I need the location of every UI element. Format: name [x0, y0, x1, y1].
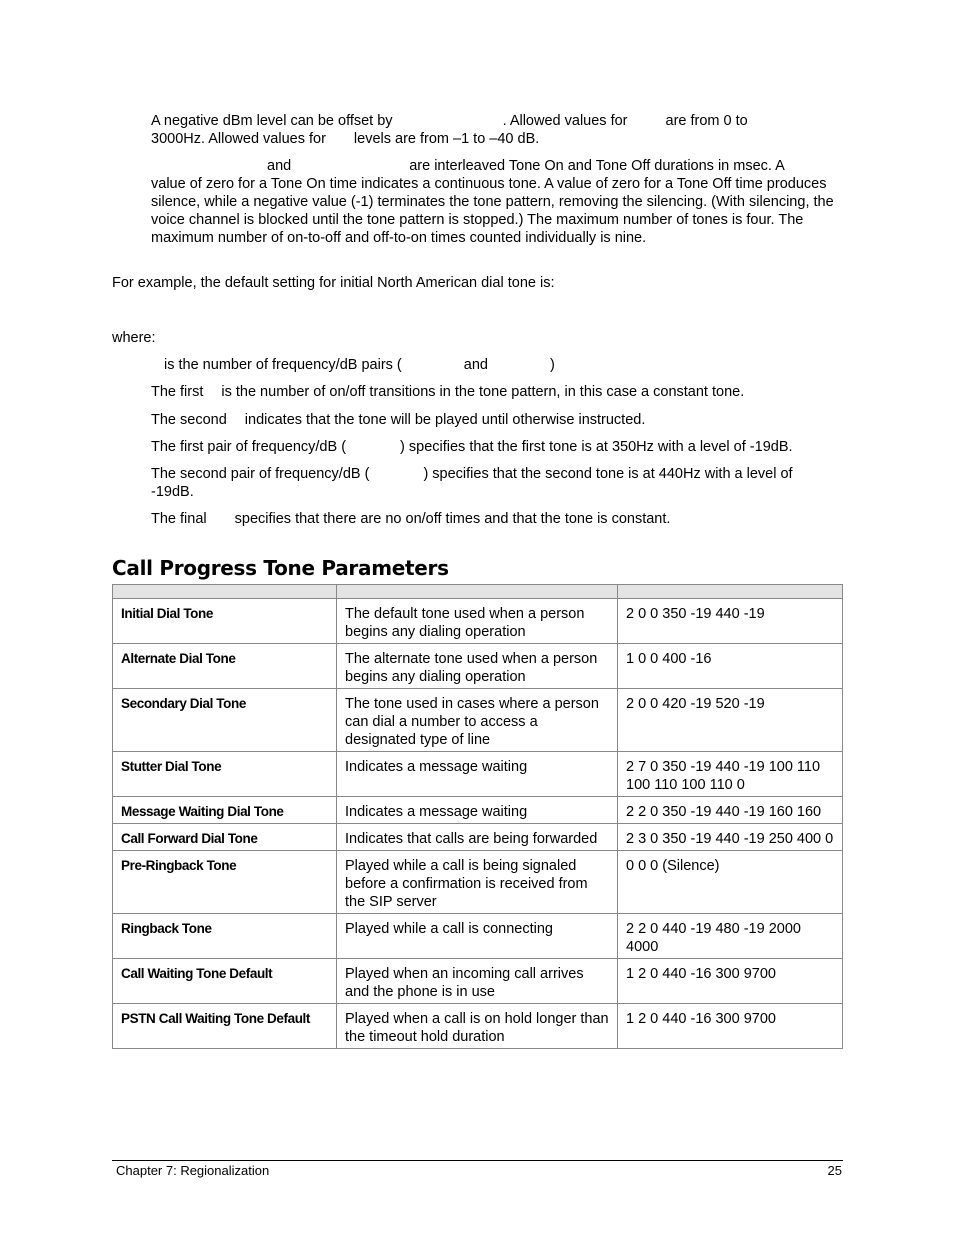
table-row — [113, 599, 843, 644]
tone-description-cell: Played while a call is connecting — [337, 914, 618, 959]
where-item-second — [151, 411, 851, 429]
table-row — [113, 959, 843, 1004]
text: A negative dBm level can be offset by — [151, 113, 393, 129]
text: -19dB. — [151, 484, 194, 500]
tone-value-cell: 2 0 0 420 -19 520 -19 — [618, 689, 843, 752]
example-sentence: For example, the default setting for initial North American dial tone is: — [112, 275, 555, 291]
table-row — [113, 689, 843, 752]
text: 3000Hz. Allowed values for — [151, 131, 326, 147]
tone-name-cell: Message Waiting Dial Tone — [113, 797, 337, 824]
header-cell — [618, 585, 843, 599]
call-progress-tone-table — [112, 584, 843, 1049]
text: The second pair of frequency/dB ( — [151, 466, 370, 482]
text: ) — [549, 357, 555, 373]
footer-chapter: Chapter 7: Regionalization — [116, 1163, 270, 1178]
where-item-pairs — [164, 356, 555, 374]
text: The final — [151, 511, 207, 527]
table-row — [113, 851, 843, 914]
tone-name-cell: Initial Dial Tone — [113, 599, 337, 644]
where-label: where: — [112, 330, 156, 346]
text: and — [267, 158, 292, 174]
tone-value-cell: 1 2 0 440 -16 300 9700 — [618, 1004, 843, 1049]
where-item-final — [151, 510, 851, 528]
table-row — [113, 1004, 843, 1049]
table-row — [113, 644, 843, 689]
table-row — [113, 752, 843, 797]
where-item-first — [151, 383, 851, 401]
table-row — [113, 824, 843, 851]
where-item-second-pair — [151, 465, 843, 501]
tone-value-cell: 1 2 0 440 -16 300 9700 — [618, 959, 843, 1004]
tone-description-cell: Played when a call is on hold longer than the timeout hold duration — [337, 1004, 618, 1049]
table-row — [113, 914, 843, 959]
tone-name-cell: Ringback Tone — [113, 914, 337, 959]
text: are interleaved Tone On and Tone Off durations in msec. A — [409, 158, 785, 174]
where-item-first-pair — [151, 438, 851, 456]
text: indicates that the tone will be played until otherwise instructed. — [244, 412, 646, 428]
text: The first — [151, 384, 204, 400]
text: The second — [151, 412, 227, 428]
tone-name-cell: Call Forward Dial Tone — [113, 824, 337, 851]
text: is the number of frequency/dB pairs ( — [164, 357, 402, 373]
tone-description-cell: Indicates that calls are being forwarded — [337, 824, 618, 851]
tone-value-cell: 1 0 0 400 -16 — [618, 644, 843, 689]
tone-description-cell: The tone used in cases where a person can dial a number to access a designated type of line — [337, 689, 618, 752]
text: are from 0 to — [665, 113, 748, 129]
text: The first pair of frequency/dB ( — [151, 439, 347, 455]
table-header-row — [113, 585, 843, 599]
tone-value-cell: 2 3 0 350 -19 440 -19 250 400 0 — [618, 824, 843, 851]
footer-page-number: 25 — [827, 1163, 842, 1178]
tone-name-cell: Alternate Dial Tone — [113, 644, 337, 689]
tone-value-cell: 2 2 0 350 -19 440 -19 160 160 — [618, 797, 843, 824]
tone-description-cell: Played when an incoming call arrives and the phone is in use — [337, 959, 618, 1004]
text: ) specifies that the first tone is at 350Hz with a level of -19dB. — [400, 439, 793, 455]
header-cell — [337, 585, 618, 599]
tone-value-cell: 2 2 0 440 -19 480 -19 2000 4000 — [618, 914, 843, 959]
tone-name-cell: Call Waiting Tone Default — [113, 959, 337, 1004]
tone-description-cell: Indicates a message waiting — [337, 797, 618, 824]
text: specifies that there are no on/off times and that the tone is constant. — [234, 511, 671, 527]
tone-name-cell: Secondary Dial Tone — [113, 689, 337, 752]
tone-description-cell: The default tone used when a person begins any dialing operation — [337, 599, 618, 644]
tone-description-cell: Played while a call is being signaled before a confirmation is received from the SIP server — [337, 851, 618, 914]
footer-divider — [112, 1160, 843, 1161]
tone-name-cell: PSTN Call Waiting Tone Default — [113, 1004, 337, 1049]
table-row — [113, 797, 843, 824]
tone-description-cell: The alternate tone used when a person begins any dialing operation — [337, 644, 618, 689]
text: is the number of on/off transitions in the tone pattern, in this case a constant tone. — [221, 384, 745, 400]
paragraph-offset — [151, 112, 841, 148]
tone-value-cell: 0 0 0 (Silence) — [618, 851, 843, 914]
text: value of zero for a Tone On time indicates a continuous tone. A value of zero for a Tone Off time produces silence, while a negative value (-1) terminates the tone pattern, removing the silencing. (With silencing, the voice channel is blocked until the tone pattern is stopped.) The maximum number of tones is four. The maximum number of on-to-off and off-to-on times counted individually is nine. — [151, 176, 834, 246]
section-title: Call Progress Tone Parameters — [112, 556, 449, 580]
text: ) specifies that the second tone is at 440Hz with a level of — [423, 466, 793, 482]
tone-name-cell: Pre-Ringback Tone — [113, 851, 337, 914]
tone-value-cell: 2 7 0 350 -19 440 -19 100 110 100 110 100 110 0 — [618, 752, 843, 797]
paragraph-durations — [151, 157, 841, 247]
tone-description-cell: Indicates a message waiting — [337, 752, 618, 797]
text: . Allowed values for — [502, 113, 628, 129]
tone-value-cell: 2 0 0 350 -19 440 -19 — [618, 599, 843, 644]
text: and — [463, 357, 488, 373]
text: levels are from –1 to –40 dB. — [353, 131, 540, 147]
tone-name-cell: Stutter Dial Tone — [113, 752, 337, 797]
header-cell — [113, 585, 337, 599]
